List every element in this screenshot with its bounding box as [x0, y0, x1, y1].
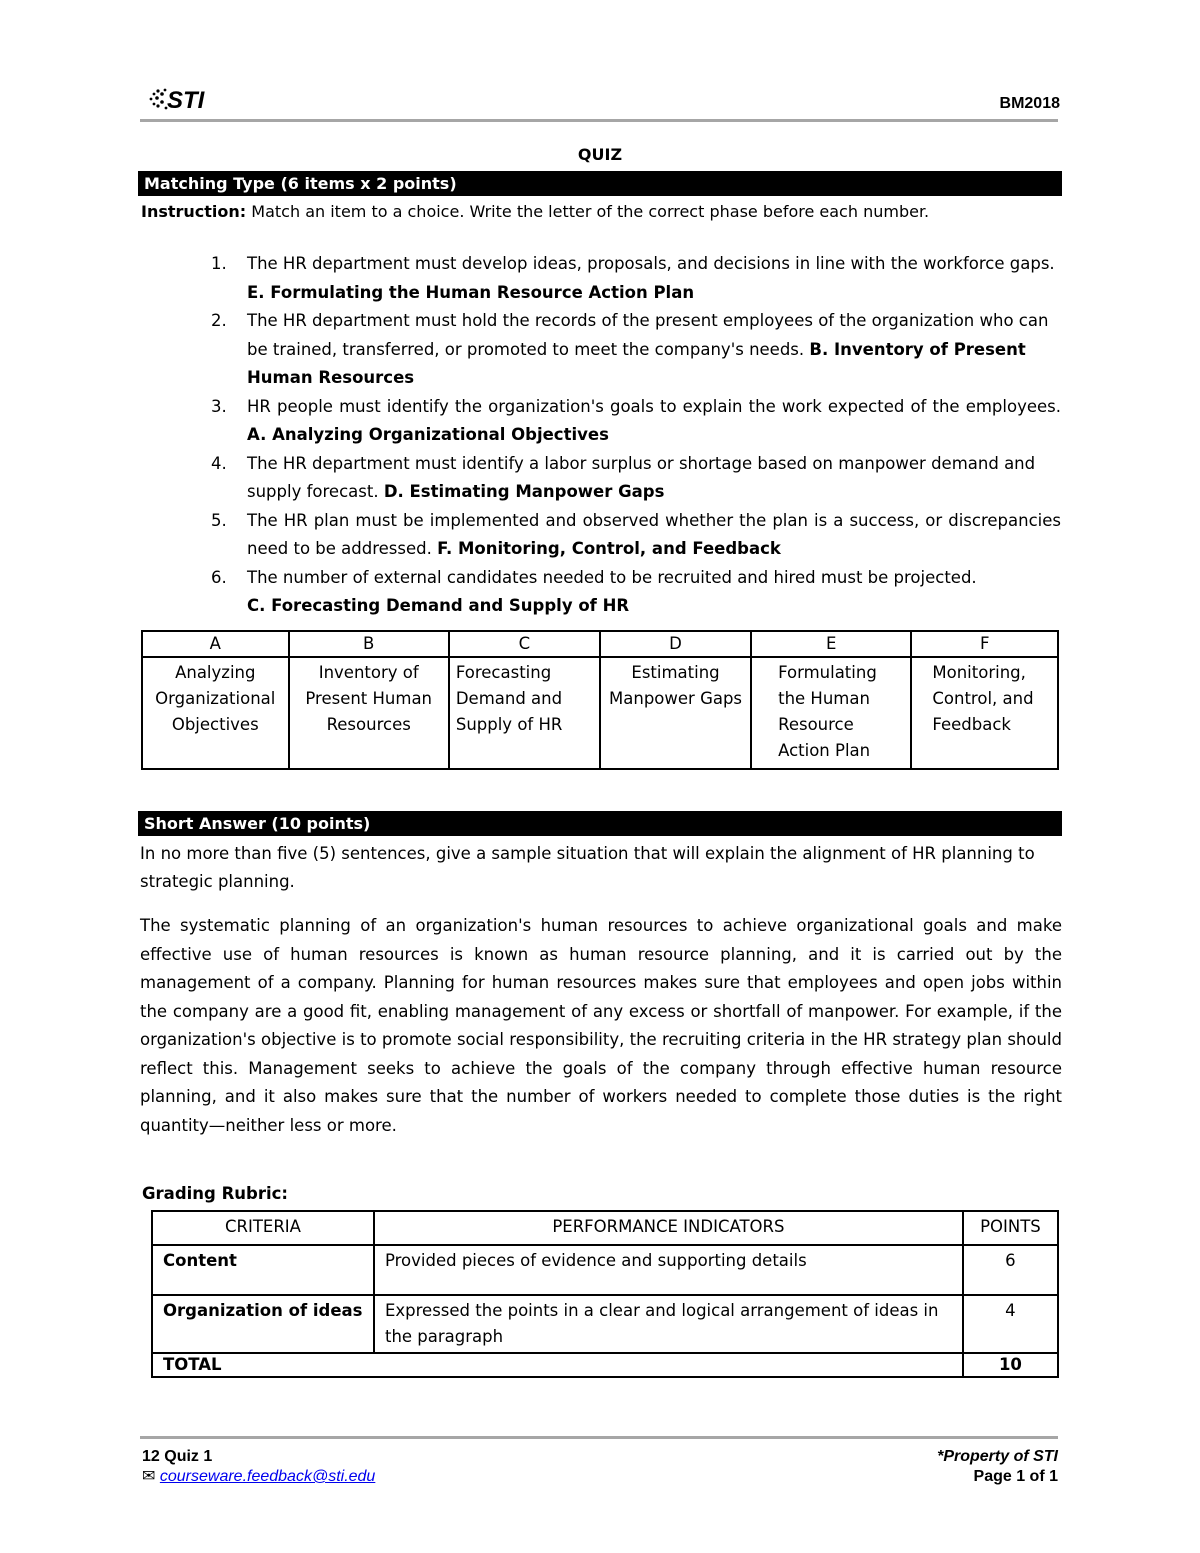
list-item: [211, 450, 1061, 507]
choice-text: Analyzing Organizational Objectives: [142, 657, 289, 769]
item-answer: F. Monitoring, Control, and Feedback: [437, 539, 781, 558]
document-id: 12 Quiz 1: [142, 1448, 213, 1465]
quiz-title: QUIZ: [577, 145, 623, 164]
choice-letter: B: [289, 631, 449, 657]
item-number: 6.: [211, 567, 227, 587]
item-number: 4.: [211, 453, 227, 473]
choices-header-row: [142, 631, 1058, 657]
choices-table: [141, 630, 1059, 770]
page-number: Page 1 of 1: [973, 1468, 1058, 1485]
item-answer: E. Formulating the Human Resource Action Plan: [247, 282, 695, 302]
short-answer-response: The systematic planning of an organization's human resources to achieve organizational goals and make effective use of human resources is known as human resource planning, and it is carried out by the management of a company. Planning for human resources makes sure that employees and open jobs within the company are a good fit, enabling management of any excess or shortfall of manpower. For example, if the organization's objective is to promote social responsibility, the recruiting criteria in the HR strategy plan should reflect this. Management seeks to achieve the goals of the company through effective human resource planning, and it also makes sure that the number of workers needed to complete those duties is the right quantity—neither less or more.: [140, 916, 1062, 1135]
footer-right: [937, 1447, 1058, 1487]
item-number: 5.: [211, 510, 227, 530]
item-answer: D. Estimating Manpower Gaps: [383, 482, 665, 501]
rubric-criteria: Organization of ideas: [152, 1295, 374, 1353]
item-number: 1.: [211, 254, 227, 273]
rubric-points: 4: [963, 1295, 1058, 1353]
section-heading-matching: Matching Type (6 items x 2 points): [138, 171, 1062, 196]
rubric-header: PERFORMANCE INDICATORS: [374, 1211, 963, 1245]
table-row: [152, 1295, 1058, 1353]
item-number: 2.: [211, 311, 227, 330]
item-text: The HR department must develop ideas, proposals, and decisions in line with the workforce gaps.: [247, 254, 1055, 273]
choice-letter: C: [449, 631, 600, 657]
question-list: [211, 250, 1061, 621]
email-link[interactable]: courseware.feedback@sti.edu: [159, 1468, 376, 1485]
instruction: [141, 202, 929, 221]
list-item: [211, 307, 1061, 393]
section-heading-short-answer: Short Answer (10 points): [138, 811, 1062, 836]
short-answer-question: In no more than five (5) sentences, give a sample situation that will explain the alignment of HR planning to strategic planning.: [140, 844, 1035, 891]
item-text: The HR department must identify a labor surplus or shortage based on manpower demand and supply forecast.: [247, 453, 1036, 501]
header-rule: [140, 119, 1058, 122]
sti-logo: [148, 84, 212, 114]
rubric-total-label: TOTAL: [152, 1353, 963, 1377]
rubric-table: [151, 1210, 1059, 1378]
rubric-total-row: [152, 1353, 1058, 1377]
envelope-icon: ✉: [142, 1468, 156, 1485]
instruction-text: Match an item to a choice. Write the letter of the correct phase before each number.: [246, 202, 930, 221]
list-item: [211, 250, 1061, 307]
list-item: [211, 564, 1061, 621]
choice-letter: F: [911, 631, 1058, 657]
item-text: The number of external candidates needed to be recruited and hired must be projected.: [247, 567, 977, 587]
list-item: [211, 507, 1061, 564]
list-item: [211, 393, 1061, 450]
item-answer: B. Inventory of Present Human Resources: [247, 339, 1026, 387]
choice-text: Forecasting Demand and Supply of HR: [449, 657, 600, 769]
property-notice: *Property of STI: [937, 1448, 1058, 1465]
choice-letter: D: [600, 631, 751, 657]
footer-left: [142, 1447, 375, 1487]
logo-text: STI: [167, 87, 205, 114]
footer-rule: [140, 1436, 1058, 1439]
rubric-header-row: [152, 1211, 1058, 1245]
item-answer: A. Analyzing Organizational Objectives: [247, 425, 609, 444]
choice-letter: A: [142, 631, 289, 657]
table-row: [152, 1245, 1058, 1295]
item-text: HR people must identify the organization's goals to explain the work expected of the employees.: [247, 396, 1061, 416]
rubric-header: POINTS: [963, 1211, 1058, 1245]
choice-letter: E: [751, 631, 911, 657]
rubric-indicator: Expressed the points in a clear and logical arrangement of ideas in the paragraph: [374, 1295, 963, 1353]
rubric-indicator: Provided pieces of evidence and supporting details: [374, 1245, 963, 1295]
choices-body-row: [142, 657, 1058, 769]
email-line: [142, 1467, 375, 1487]
item-number: 3.: [211, 396, 227, 416]
item-text: The HR plan must be implemented and observed whether the plan is a success, or discrepancies need to be addressed.: [247, 510, 1061, 558]
item-text: The HR department must hold the records of the present employees of the organization who can be trained, transferred, or promoted to meet the company's needs.: [247, 311, 1049, 359]
rubric-criteria: Content: [152, 1245, 374, 1295]
course-code: BM2018: [999, 95, 1060, 112]
rubric-total-points: 10: [963, 1353, 1058, 1377]
rubric-points: 6: [963, 1245, 1058, 1295]
choice-text: Monitoring, Control, and Feedback: [911, 657, 1058, 769]
item-answer: C. Forecasting Demand and Supply of HR: [247, 596, 630, 615]
choice-text: Estimating Manpower Gaps: [600, 657, 751, 769]
choice-text: Formulating the Human Resource Action Plan: [751, 657, 911, 769]
rubric-label: Grading Rubric:: [142, 1184, 289, 1203]
rubric-header: CRITERIA: [152, 1211, 374, 1245]
choice-text: Inventory of Present Human Resources: [289, 657, 449, 769]
instruction-label: Instruction:: [141, 202, 247, 221]
